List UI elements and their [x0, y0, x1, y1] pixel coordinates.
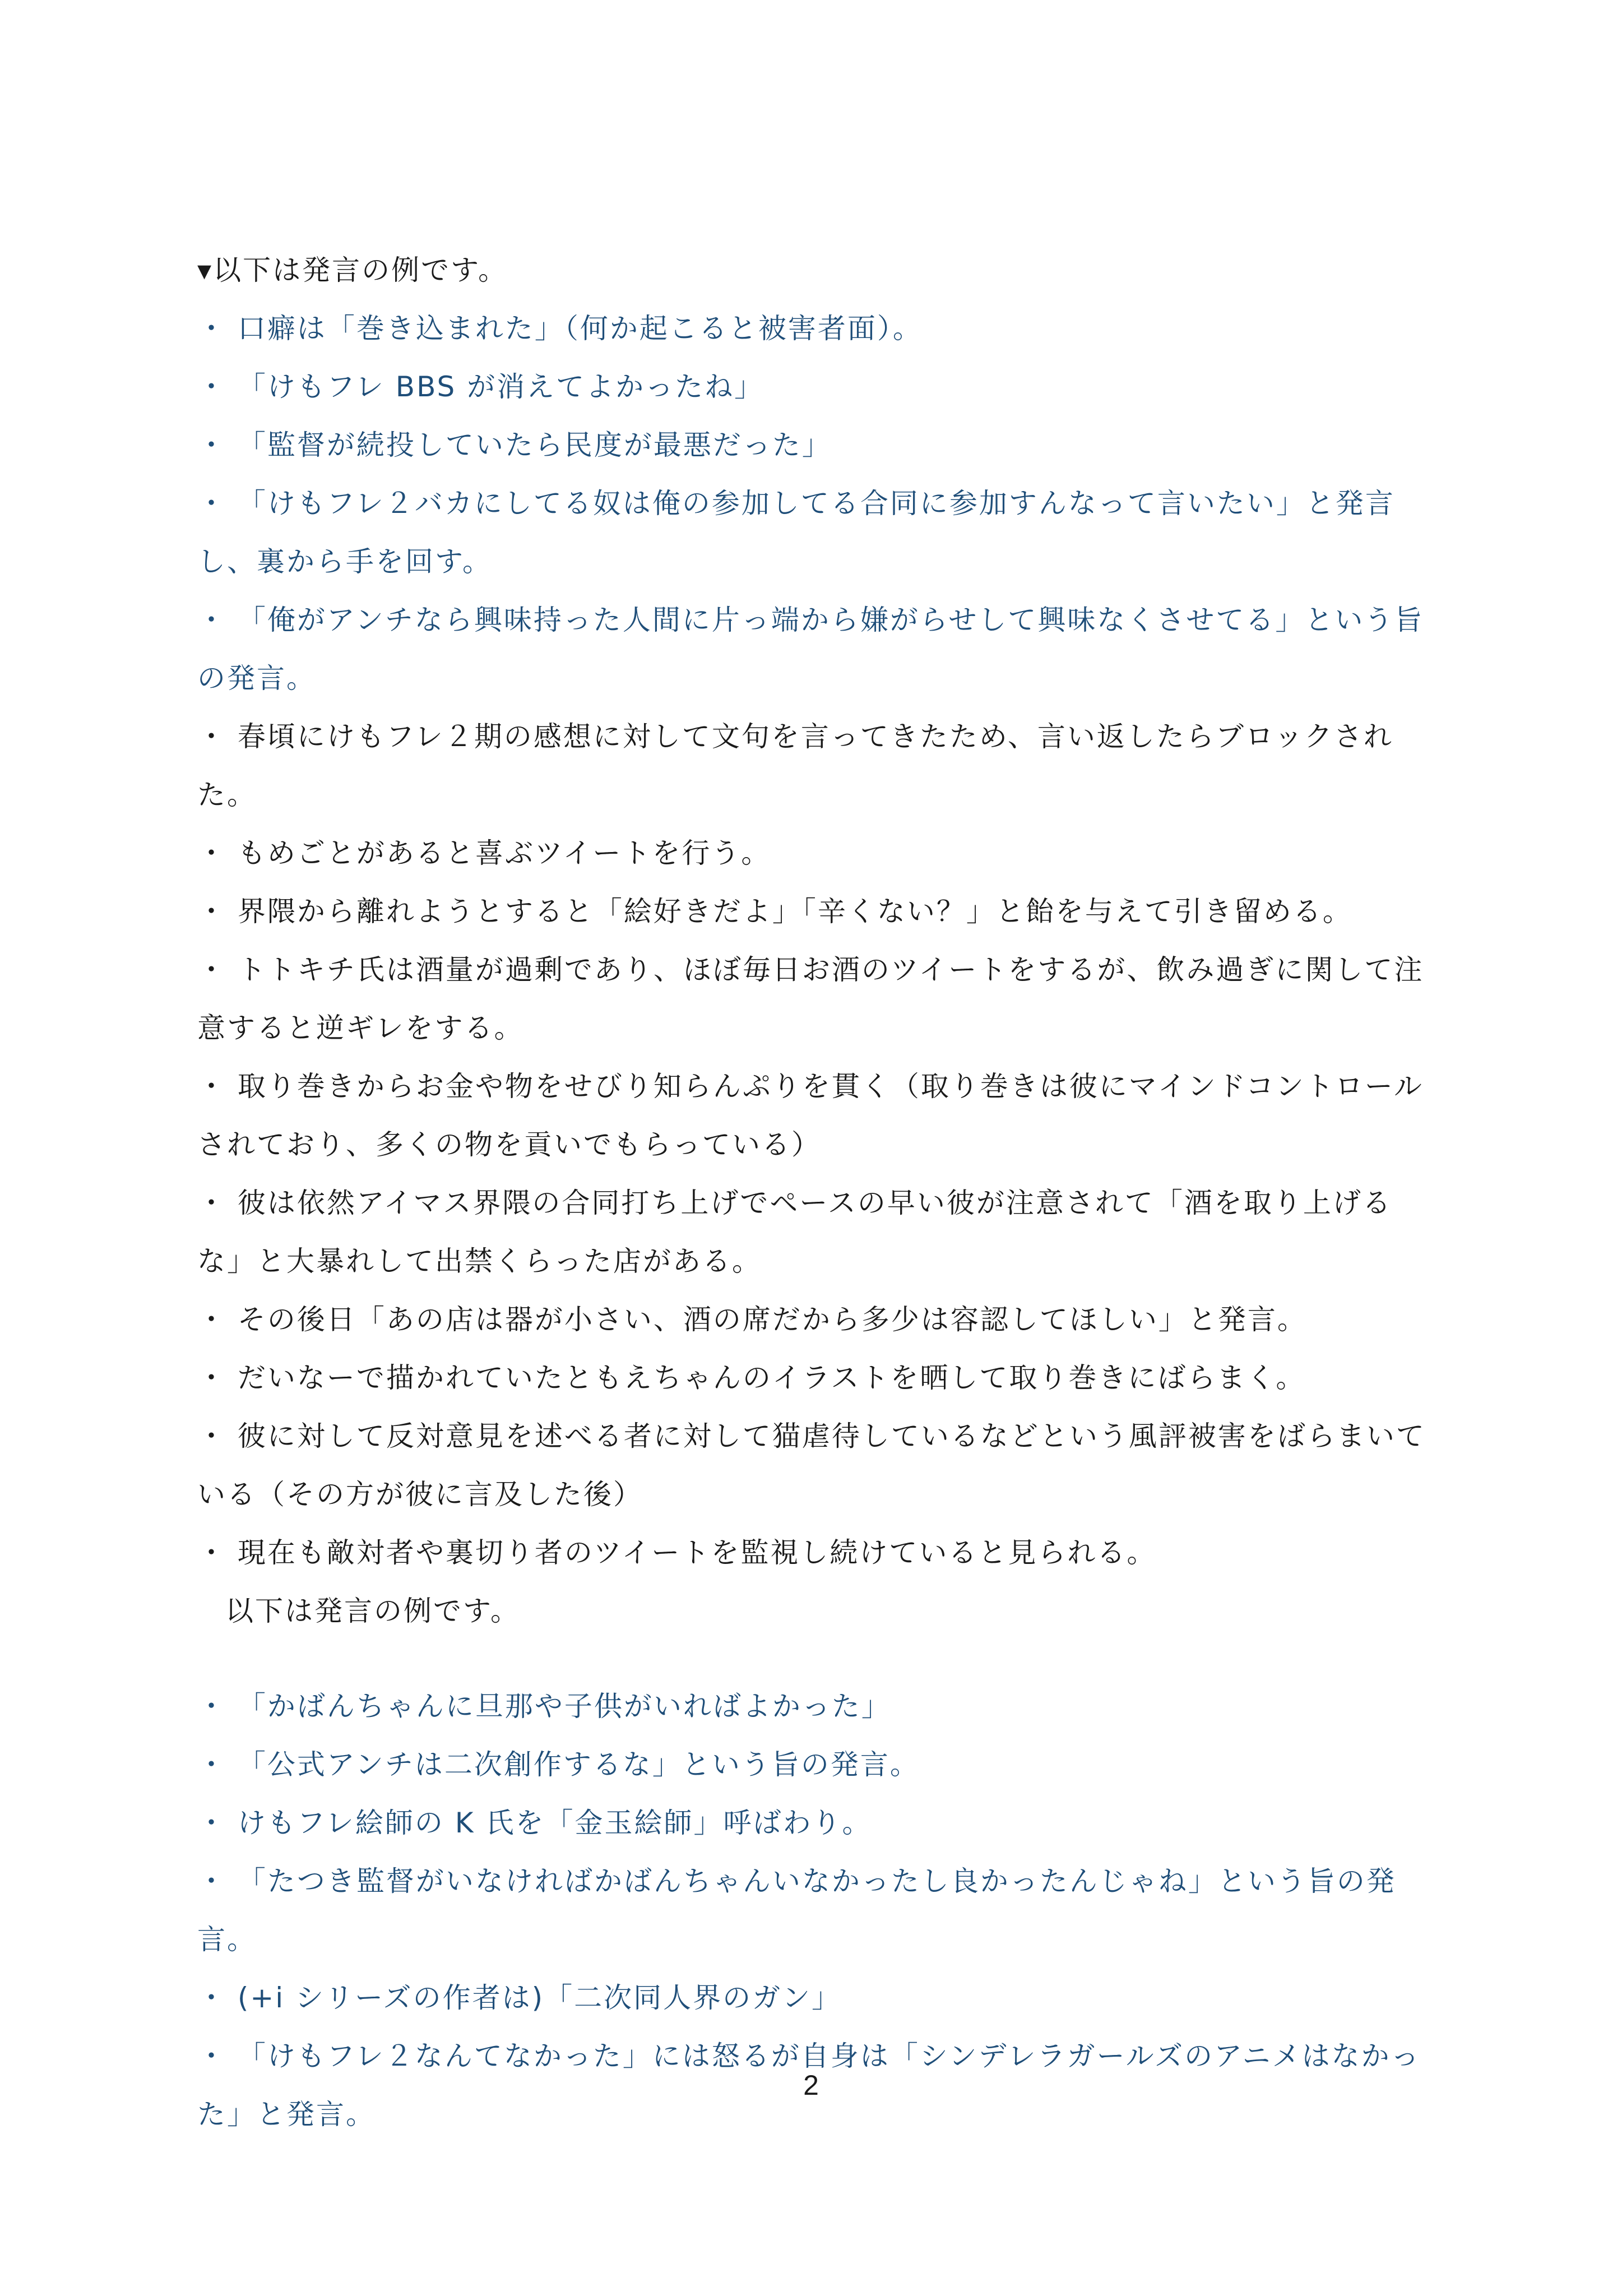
list-item: ・ けもフレ絵師の K 氏を「金玉絵師」呼ばわり。 [197, 1807, 872, 1839]
list-item: ・ 彼に対して反対意見を述べる者に対して猫虐待しているなどという風評被害をばらまいている（その方が彼に言及した後） [197, 1420, 1426, 1511]
list-item: ・ 春頃にけもフレ２期の感想に対して文句を言ってきたため、言い返したらブロックされた。 [197, 720, 1393, 811]
list-item: ・ 界隈から離れようとすると「絵好きだよ」「辛くない？」と飴を与えて引き留める。 [197, 895, 1352, 928]
list-item: ・ 「公式アンチは二次創作するな」という旨の発言。 [197, 1748, 920, 1781]
list-item: ・ 口癖は「巻き込まれた」（何か起こると被害者面）。 [197, 312, 923, 345]
list-item: ・ 「俺がアンチなら興味持った人間に片っ端から嫌がらせして興味なくさせてる」という旨の発言。 [197, 604, 1424, 695]
list-item: ・ トトキチ氏は酒量が過剰であり、ほぼ毎日お酒のツイートをするが、飲み過ぎに関して注意すると逆ギレをする。 [197, 953, 1424, 1044]
page-number: 2 [803, 2070, 819, 2101]
list-item: ・ 「監督が続投していたら民度が最悪だった」 [197, 429, 832, 461]
list-item: ・ 「けもフレ２バカにしてる奴は俺の参加してる合同に参加すんなって言いたい」と発言し、裏から手を回す。 [197, 487, 1395, 578]
list-item: ・ 「たつき監督がいなければかばんちゃんいなかったし良かったんじゃね」という旨の発言。 [197, 1865, 1396, 1956]
section-gap [197, 1640, 1430, 1677]
list-item: ・ (+i シリーズの作者は)「二次同人界のガン」 [197, 1982, 842, 2014]
list-item: ・ 「かばんちゃんに旦那や子供がいればよかった」 [197, 1690, 891, 1723]
list-item: ・ 「けもフレ２なんてなかった」には怒るが自身は「シンデレラガールズのアニメはなかった」と発言。 [197, 2040, 1421, 2131]
list-item: ・ 「けもフレ BBS が消えてよかったね」 [197, 371, 764, 403]
list-item: ・ 彼は依然アイマス界隈の合同打ち上げでペースの早い彼が注意されて「酒を取り上げるな」と大暴れして出禁くらった店がある。 [197, 1187, 1392, 1277]
list-item: ・ 取り巻きからお金や物をせびり知らんぷりを貫く（取り巻きは彼にマインドコントロールされており、多くの物を貢いでもらっている） [197, 1070, 1424, 1161]
document-body [197, 241, 1430, 2144]
intro-heading: ▾以下は発言の例です。 [197, 254, 508, 286]
statement-list-1 [197, 299, 1430, 1582]
list-item: ・ 現在も敵対者や裏切り者のツイートを監視し続けていると見られる。 [197, 1536, 1157, 1569]
list-item: ・ もめごとがあると喜ぶツイートを行う。 [197, 837, 771, 869]
list-item: ・ その後日「あの店は器が小さい、酒の席だから多少は容認してほしい」と発言。 [197, 1303, 1307, 1336]
list-item: ・ だいなーで描かれていたともえちゃんのイラストを晒して取り巻きにばらまく。 [197, 1362, 1306, 1394]
sub-heading: 以下は発言の例です。 [225, 1595, 520, 1627]
